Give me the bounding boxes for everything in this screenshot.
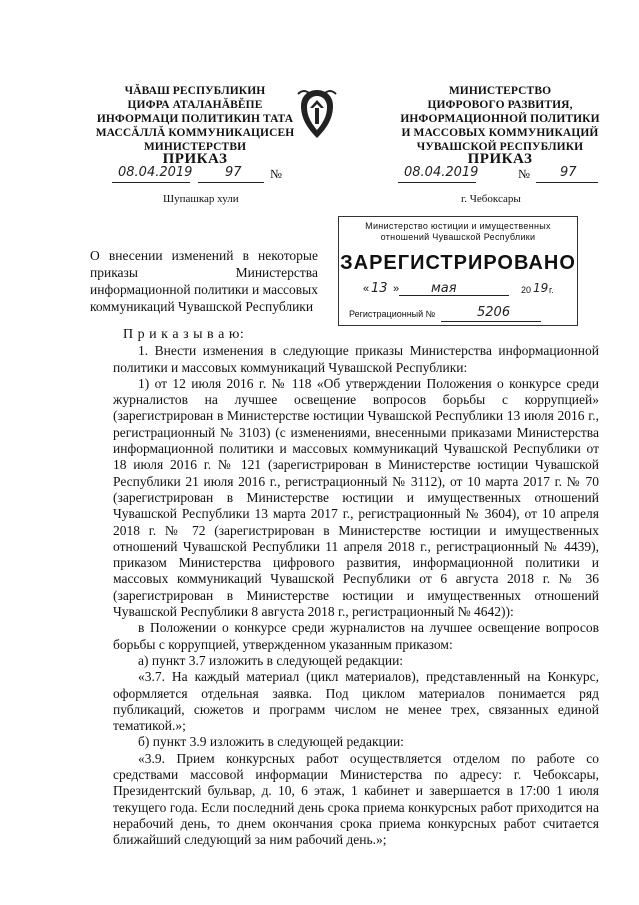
number-sign-right: № [518,167,530,181]
body-paragraph: а) пункт 3.7 изложить в следующей редакции: [138,652,404,668]
stamp-year-unit: г. [549,285,554,295]
place-right: г. Чебоксары [461,193,521,205]
stamp-registered: ЗАРЕГИСТРИРОВАНО [340,252,576,274]
header-right-line: ЧУВАШСКОЙ РЕСПУБЛИКИ [416,141,584,153]
body-paragraph: 1. Внести изменения в следующие приказы Министерства информационной политики и массовых коммуникаций Чувашской Республики: [113,343,599,375]
body-paragraph: «3.7. На каждый материал (цикл материалов), представленный на Конкурс, оформляется отдельная заявка. Под циклом материалов понимается ряд публикаций, сюжетов и программ числом не менее трех, связанных единой тематикой.»; [113,669,599,734]
order-number-right: 97 [560,165,577,180]
number-sign-left: № [270,167,282,181]
stamp-month: мая [431,281,457,296]
document-subject: О внесении изменений в некоторые приказы Министерства информационной политики и массовых коммуникаций Чувашской Республики [90,248,318,314]
header-right-line: И МАССОВЫХ КОММУНИКАЦИЙ [401,127,599,139]
body-paragraph: в Положении о конкурсе среди журналистов на лучшее освещение вопросов борьбы с коррупцией, утвержденном указанным приказом: [113,620,599,652]
order-title-right: ПРИКАЗ [467,151,533,167]
header-left-line: МИНИСТЕРСТВИ [143,141,247,153]
date-line-left [112,182,190,183]
header-right-line: МИНИСТЕРСТВО [448,85,552,97]
place-left: Шупашкар хули [163,193,239,205]
stamp-reg-row [339,305,577,325]
stamp-reg-label: Регистрационный № [349,309,436,319]
order-number-left: 97 [225,165,242,180]
header-right-org [395,84,605,154]
header-right-line: ЦИФРОВОГО РАЗВИТИЯ, [427,99,573,111]
order-title-left: ПРИКАЗ [162,151,228,167]
stamp-reg-line [441,321,541,322]
stamp-ministry-line: Министерство юстиции и имущественных [365,221,551,231]
registration-stamp [338,216,578,326]
header-left-org [90,84,300,154]
body-paragraph: 1) от 12 июля 2016 г. № 118 «Об утверждении Положения о конкурсе среди журналистов на лучшее освещение вопросов борьбы с коррупцией» (зарегистрирован в Министерстве юстиции Чувашской Республики 13 июля 2016 г., регистрационный № 3103) (с изменениями, внесенными приказами Министерства информационной политики и массовых коммуникаций Чувашской Республики от 18 июля 2016 г. № 121 (зарегистрирован в Министерстве юстиции Чувашской Республики 21 июля 2016 г., регистрационный № 3112), от 10 марта 2017 г. № 70 (зарегистрирован в Министерстве юстиции и имущественных отношений Чувашской Республики 13 марта 2017 г., регистрационный № 3604), от 10 апреля 2018 г. № 72 (зарегистрирован в Министерстве юстиции и имущественных отношений Чувашской Республики 11 апреля 2018 г., регистрационный № 4439), приказом Министерства цифрового развития, информационной политики и массовых коммуникаций Чувашской Республики от 6 августа 2018 г. № 36 (зарегистрирован в Министерстве юстиции и имущественных отношений Чувашской Республики 8 августа 2018 г., регистрационный № 4642)): [113,375,599,620]
header-left-line: МАССĂЛЛĂ КОММУНИКАЦИСЕН [95,127,295,139]
stamp-year-suffix: 19 [533,281,549,295]
number-line-right [536,182,598,183]
order-date-left: 08.04.2019 [118,165,193,180]
header-left-line: ЦИФРА АТАЛАНĂВĔПЕ [127,99,263,111]
date-line-right [398,182,476,183]
number-line-left [198,182,264,183]
order-directive: П р и к а з ы в а ю: [123,327,245,342]
coat-of-arms-emblem [296,86,338,142]
document-body [113,327,599,849]
stamp-year-prefix: 20 [521,285,532,295]
stamp-date-row: « 13 » мая 20 19 г. [363,281,554,296]
header-left-line: ИНФОРМАЦИ ПОЛИТИКИН ТАТА [96,113,294,125]
stamp-day: 13 [371,281,388,296]
stamp-reg-number: 5206 [477,305,511,320]
body-paragraph: б) пункт 3.9 изложить в следующей редакции: [138,734,404,750]
order-date-right: 08.04.2019 [404,165,479,180]
header-left-line: ЧĂВАШ РЕСПУБЛИКИН [124,85,266,97]
stamp-ministry-line: отношений Чувашской Республики [380,232,536,242]
header-right-line: ИНФОРМАЦИОННОЙ ПОЛИТИКИ [400,113,600,125]
body-paragraph: «3.9. Прием конкурсных работ осуществляется отделом по работе со средствами массовой информации Министерства по адресу: г. Чебоксары, Президентский бульвар, д. 10, 6 этаж, 1 кабинет и завершается в 17:00 1 июля текущего года. Если последний день срока приема конкурсных работ приходится на нерабочий день, то днем окончания срока приема конкурсных работ считается ближайший следующий за ним рабочий день.»; [113,750,599,848]
